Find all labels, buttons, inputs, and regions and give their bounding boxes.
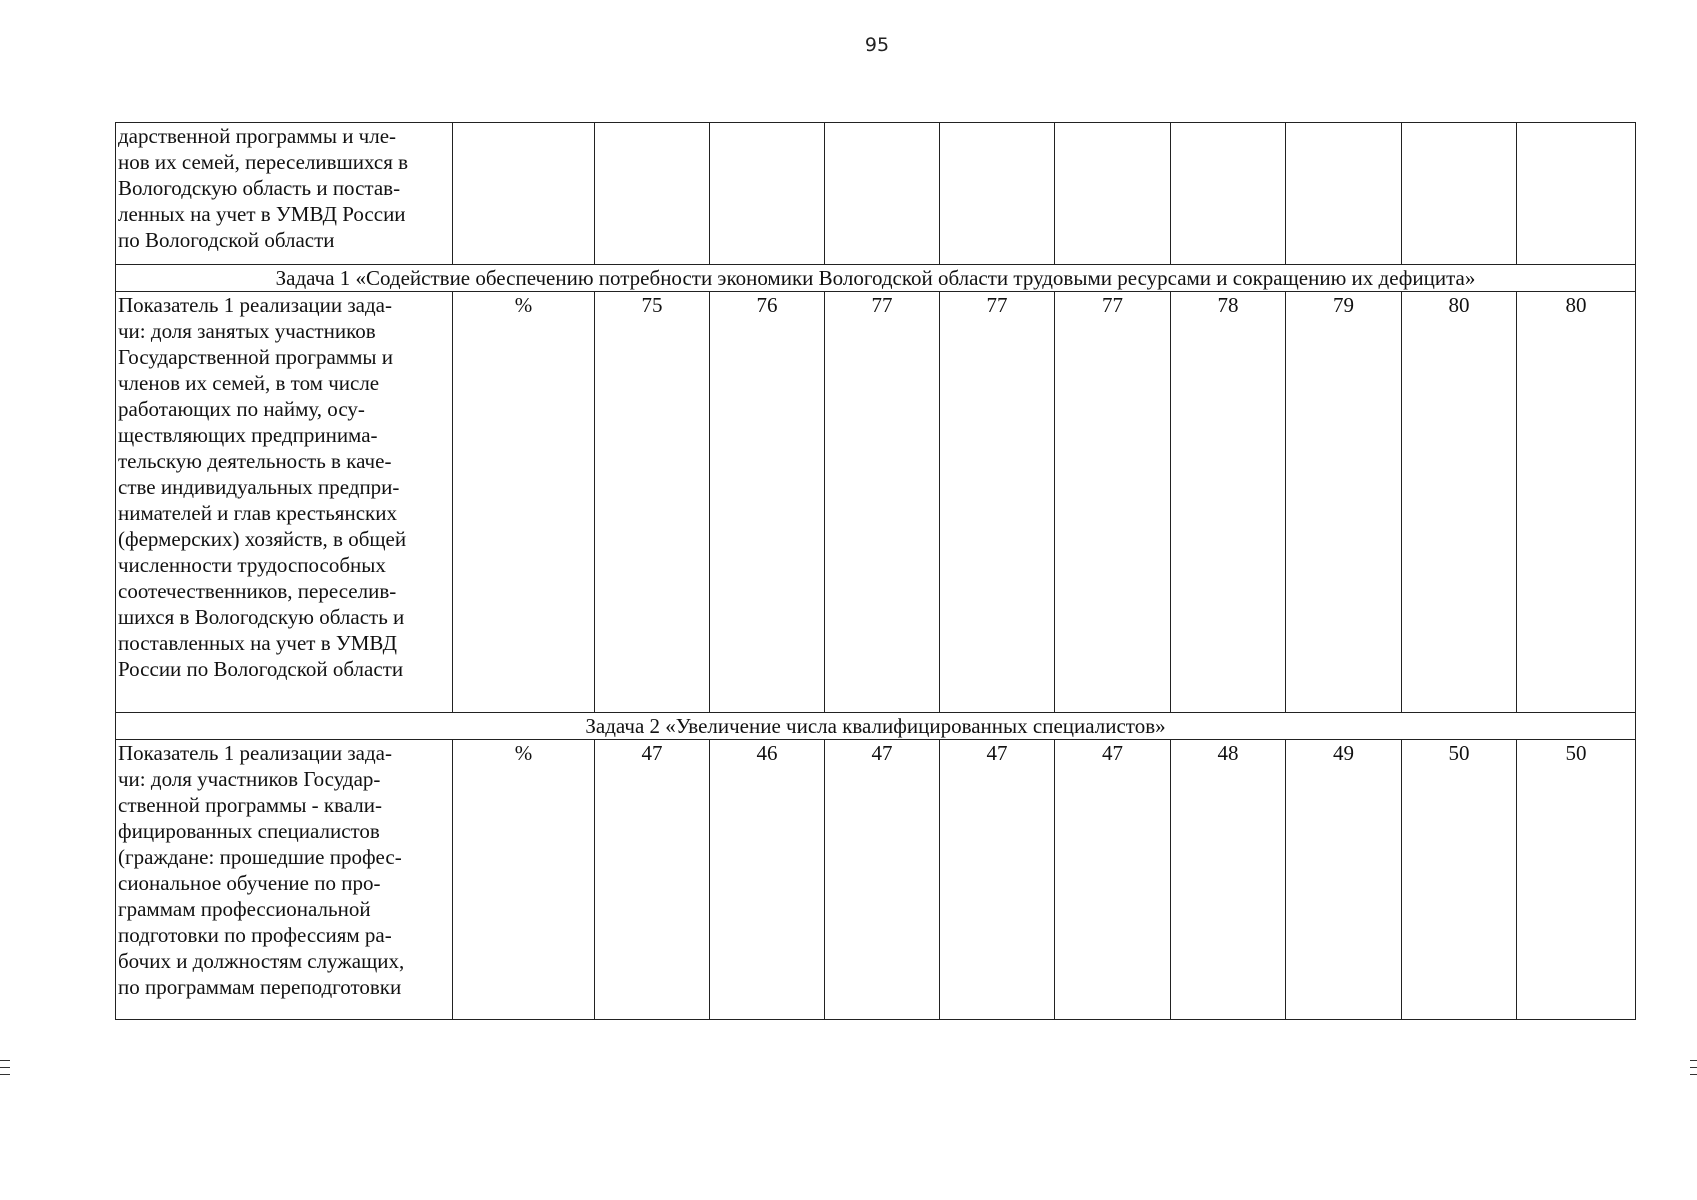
value-cell: 80 <box>1517 292 1636 713</box>
table-row <box>116 292 1636 713</box>
indicator-name-line: Показатель 1 реализации зада- <box>118 741 392 765</box>
task-1-heading: Задача 1 «Содействие обеспечению потребности экономики Вологодской области трудовыми ресурсами и сокращению их дефицита» <box>116 265 1636 292</box>
value-cell: 47 <box>595 740 710 1020</box>
value-cell <box>825 123 940 265</box>
indicator-name-line: дарственной программы и чле- <box>118 124 397 148</box>
task-2-heading: Задача 2 «Увеличение числа квалифицированных специалистов» <box>116 713 1636 740</box>
indicator-name-line: фицированных специалистов <box>118 819 380 843</box>
unit-cell: % <box>453 292 595 713</box>
value-cell: 46 <box>710 740 825 1020</box>
value-cell: 77 <box>1055 292 1171 713</box>
value-cell: 47 <box>940 740 1055 1020</box>
indicator-name-line: ществляющих предпринима- <box>118 423 378 447</box>
indicator-name-cell <box>116 292 453 713</box>
indicator-name-line: работающих по найму, осу- <box>118 397 365 421</box>
indicator-name-line: по Вологодской области <box>118 228 335 252</box>
value-cell <box>1402 123 1517 265</box>
indicator-name-line: граммам профессиональной <box>118 897 371 921</box>
value-cell: 75 <box>595 292 710 713</box>
value-cell: 77 <box>940 292 1055 713</box>
indicator-name-line: членов их семей, в том числе <box>118 371 380 395</box>
indicator-name-line: ленных на учет в УМВД России <box>118 202 406 226</box>
indicator-name-line: шихся в Вологодскую область и <box>118 605 405 629</box>
indicator-name-line: нов их семей, переселившихся в <box>118 150 409 174</box>
indicator-name-line: соотечественников, переселив- <box>118 579 397 603</box>
table-row <box>116 740 1636 1020</box>
value-cell <box>595 123 710 265</box>
value-cell: 47 <box>825 740 940 1020</box>
value-cell: 79 <box>1286 292 1402 713</box>
value-cell: 47 <box>1055 740 1171 1020</box>
table-row <box>116 123 1636 265</box>
indicator-name-line: поставленных на учет в УМВД <box>118 631 397 655</box>
value-cell: 49 <box>1286 740 1402 1020</box>
value-cell: 77 <box>825 292 940 713</box>
indicator-name-cell <box>116 123 453 265</box>
section-row <box>116 265 1636 292</box>
unit-cell: % <box>453 740 595 1020</box>
right-margin-marks <box>1690 1060 1697 1090</box>
indicator-name-line: Государственной программы и <box>118 345 393 369</box>
page-number: 95 <box>864 34 890 56</box>
indicator-name-line: (граждане: прошедшие профес- <box>118 845 402 869</box>
value-cell: 80 <box>1402 292 1517 713</box>
indicator-name-line: бочих и должностям служащих, <box>118 949 405 973</box>
section-row <box>116 713 1636 740</box>
indicator-name-line: численности трудоспособных <box>118 553 386 577</box>
indicator-name-line: по программам переподготовки <box>118 975 402 999</box>
indicator-name-line: стве индивидуальных предпри- <box>118 475 400 499</box>
value-cell <box>1517 123 1636 265</box>
value-cell <box>710 123 825 265</box>
value-cell <box>1171 123 1286 265</box>
value-cell: 76 <box>710 292 825 713</box>
indicator-name-line: нимателей и глав крестьянских <box>118 501 397 525</box>
unit-cell <box>453 123 595 265</box>
indicator-name-line: ственной программы - квали- <box>118 793 382 817</box>
indicator-name-line: чи: доля участников Государ- <box>118 767 381 791</box>
indicator-name-line: России по Вологодской области <box>118 657 404 681</box>
indicator-name-line: сиональное обучение по про- <box>118 871 381 895</box>
left-margin-marks <box>0 1060 10 1090</box>
value-cell <box>1286 123 1402 265</box>
value-cell: 50 <box>1517 740 1636 1020</box>
indicator-name-line: Показатель 1 реализации зада- <box>118 293 392 317</box>
value-cell <box>1055 123 1171 265</box>
indicator-name-line: подготовки по профессиям ра- <box>118 923 392 947</box>
indicators-table <box>115 122 1636 1020</box>
value-cell: 50 <box>1402 740 1517 1020</box>
indicator-name-line: Вологодскую область и постав- <box>118 176 401 200</box>
indicator-name-cell <box>116 740 453 1020</box>
indicator-name-line: (фермерских) хозяйств, в общей <box>118 527 407 551</box>
value-cell: 48 <box>1171 740 1286 1020</box>
value-cell <box>940 123 1055 265</box>
indicator-name-line: тельскую деятельность в каче- <box>118 449 392 473</box>
indicator-name-line: чи: доля занятых участников <box>118 319 376 343</box>
value-cell: 78 <box>1171 292 1286 713</box>
